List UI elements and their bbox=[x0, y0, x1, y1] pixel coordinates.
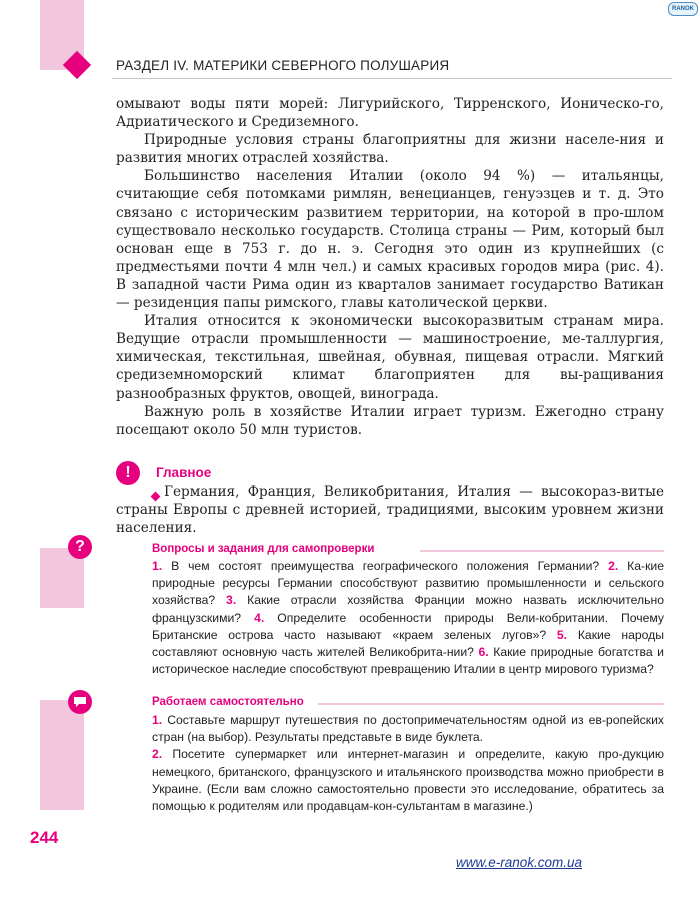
work-rule bbox=[318, 703, 664, 705]
question-text: Определите особенности природы Вели-кобритании. Почему Британские острова часто называют «краем зеленых лугов»? bbox=[152, 610, 664, 642]
publisher-logo: RANOK bbox=[668, 2, 698, 16]
work-text bbox=[152, 712, 664, 815]
paragraph: Германия, Франция, Великобритания, Италия — высокораз-витые страны Европы с древней историей, традициями, высоким уровнем жизни населения. bbox=[116, 484, 664, 537]
main-idea-title: Главное bbox=[156, 465, 212, 480]
page-number: 244 bbox=[30, 828, 59, 847]
paragraph: Важную роль в хозяйстве Италии играет туризм. Ежегодно страну посещают около 50 млн туристов. bbox=[116, 403, 664, 438]
question-number: 4. bbox=[254, 610, 265, 625]
question-text: Какие народы составляют основную часть жителей Великобрита-нии? bbox=[152, 627, 665, 660]
question-text: Какие природные богатства и историческое наследие способствуют превращению Италии в центр мирового туризма? bbox=[152, 645, 664, 677]
header-rule bbox=[112, 78, 672, 79]
question-text: Ка-кие природные ресурсы Германии способствуют развитию промышленности и сельского хозяйства? bbox=[152, 559, 665, 608]
question-number: 6. bbox=[478, 645, 489, 660]
question-number: 2. bbox=[608, 559, 619, 573]
questions-text bbox=[152, 558, 664, 678]
question-text: Какие отрасли хозяйства Франции можно назвать исключительно французскими? bbox=[152, 593, 665, 625]
question-icon: ? bbox=[68, 535, 92, 559]
main-text bbox=[116, 95, 664, 439]
main-idea-text bbox=[116, 483, 664, 537]
website-link[interactable]: www.e-ranok.com.ua bbox=[456, 855, 583, 870]
questions-title: Вопросы и задания для самопроверки bbox=[152, 543, 375, 555]
task-number: 1. bbox=[152, 713, 163, 727]
work-side-tab bbox=[40, 700, 84, 810]
work-title: Работаем самостоятельно bbox=[152, 696, 304, 708]
section-header: РАЗДЕЛ IV. МАТЕРИКИ СЕВЕРНОГО ПОЛУШАРИЯ bbox=[116, 58, 450, 73]
paragraph: омывают воды пяти морей: Лигурийского, Тирренского, Ионическо-го, Адриатического и Средиземного. bbox=[116, 96, 664, 131]
question-number: 3. bbox=[226, 593, 237, 608]
speech-bubble-icon bbox=[68, 690, 92, 714]
question-number: 1. bbox=[152, 559, 163, 573]
exclamation-icon: ! bbox=[116, 461, 140, 485]
task-text: Составьте маршрут путешествия по достопримечательностям одной из ев-ропейских стран (на выбор). Результаты представьте в виде буклета. bbox=[152, 713, 664, 745]
paragraph: Природные условия страны благоприятны для жизни населе-ния и развития многих отраслей хозяйства. bbox=[116, 132, 664, 167]
paragraph: Большинство населения Италии (около 94 %) — итальянцы, считающие себя потомками римлян, венецианцев, генуэзцев и т. д. Это связано с историческим развитием территории, на которой в про-шлом существовало несколько государств. Столица страны — Рим, который был основан еще в 753 г. до н. э. Сегодня это один из крупнейших (с предместьями почти 4 млн чел.) и самых красивых городов мира (рис. 4). В западной части Рима один из кварталов занимает государство Ватикан — резиденция папы римского, главы католической церкви. bbox=[116, 168, 664, 312]
questions-rule bbox=[420, 550, 664, 552]
question-number: 5. bbox=[556, 627, 568, 642]
task-text: Посетите супермаркет или интернет-магазин и определите, какую про-дукцию немецкого, британского, французского и итальянского производства можно приобрести в Украине. (Если вам сложно самостоятельно провести это исследование, обратитесь за помощью к родителям или продавцам-кон-сультантам в магазине.) bbox=[152, 747, 665, 814]
paragraph: Италия относится к экономически высокоразвитым странам мира. Ведущие отрасли промышленности — машиностроение, ме-таллургия, химическая, текстильная, швейная, обувная, пищевая отрасли. Мягкий средиземноморский климат благоприятен для вы-ращивания разнообразных фруктов, овощей, винограда. bbox=[116, 313, 664, 402]
question-text: В чем состоят преимущества географического положения Германии? bbox=[171, 559, 600, 573]
task-number: 2. bbox=[152, 747, 163, 762]
